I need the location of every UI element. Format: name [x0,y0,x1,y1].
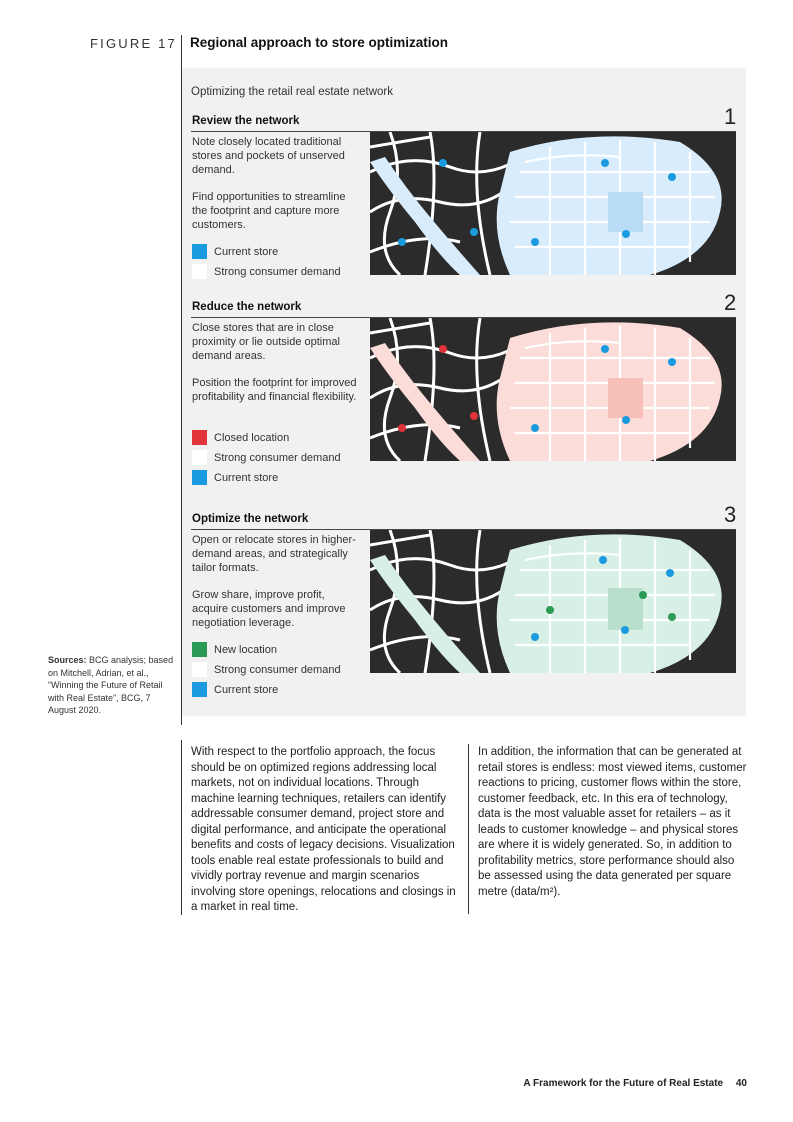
section-1-para1: Note closely located traditional stores and pockets of unserved demand. [192,136,345,176]
section-2-title: Reduce the network [192,301,302,313]
legend-swatch [192,682,207,697]
legend-current-store [192,682,278,697]
legend-swatch [192,244,207,259]
column-divider [468,744,469,914]
section-2-para1: Close stores that are in close proximity or lie outside optimal demand areas. [192,322,340,362]
legend-swatch [192,662,207,677]
section-2-para2: Position the footprint for improved profitability and financial flexibility. [192,377,357,403]
legend-swatch [192,642,207,657]
map-optimize-svg [370,530,736,673]
section-3-title: Optimize the network [192,513,309,525]
map-reduce-network [370,318,736,461]
map-review-svg [370,132,736,275]
legend-closed-location [192,430,289,445]
legend-swatch [192,430,207,445]
sources-label: Sources: [48,655,87,665]
legend-strong-demand [192,450,341,465]
legend-label: Strong consumer demand [214,451,341,464]
legend-label: Current store [214,245,279,258]
section-1-title: Review the network [192,115,300,127]
section-1-para2: Find opportunities to streamline the footprint and capture more customers. [192,191,346,231]
page-number: 40 [735,1078,747,1089]
legend-label: Closed location [214,431,290,444]
legend-label: Strong consumer demand [214,265,341,278]
page-footer [523,1078,747,1089]
legend-current-store [192,244,278,259]
body-divider [181,740,182,915]
map-reduce-svg [370,318,736,461]
legend-label: Strong consumer demand [214,663,341,676]
legend-label: Current store [214,683,279,696]
legend-current-store [192,470,278,485]
legend-strong-demand [192,662,341,677]
legend-new-location [192,642,277,657]
legend-swatch [192,470,207,485]
legend-label: Current store [214,471,279,484]
sources-text: BCG analysis; based on Mitchell, Adrian, et al., “Winning the Future of Retail with Real Estate”, BCG, 7 August 2020. [48,655,174,715]
figure-title: Regional approach to store optimization [190,35,449,50]
panel-subtitle: Optimizing the retail real estate network [191,86,393,98]
section-3-para2: Grow share, improve profit, acquire customers and improve negotiation leverage. [192,589,346,629]
section-3-para1: Open or relocate stores in higher-demand areas, and strategically tailor formats. [192,534,356,574]
legend-swatch [192,264,207,279]
footer-title: A Framework for the Future of Real Estate [523,1078,724,1089]
map-optimize-network [370,530,736,673]
section-3-number: 3 [724,502,737,527]
section-2-number: 2 [724,290,737,315]
figure-label: FIGURE 17 [90,36,177,51]
legend-strong-demand [192,264,341,279]
legend-label: New location [214,643,277,656]
body-column-1: With respect to the portfolio approach, the focus should be on optimized regions addressing local markets, not on individual locations. Through machine learning techniques, retailers can identify addressable consumer demand, project store and digital performance, and anticipate the operational benefits and costs of legacy decisions. Visualization tools enable real estate professionals to build and vividly portray revenue and margin scenarios involving store openings, relocations and closings in a market in real time. [191,746,456,913]
legend-swatch [192,450,207,465]
section-1-number: 1 [724,104,737,129]
body-column-2: In addition, the information that can be generated at retail stores is endless: most viewed items, customer reactions to pricing, customer flows within the store, customer feedback, etc. In this era of technology, data is the most valuable asset for retailers – as it leads to customer knowledge – and physical stores are where it is widely generated. So, in addition to profitability metrics, store performance should also be assessed using the data generated per square metre (data/m²). [478,746,747,898]
sources-note [48,654,176,717]
map-review-network [370,132,736,275]
